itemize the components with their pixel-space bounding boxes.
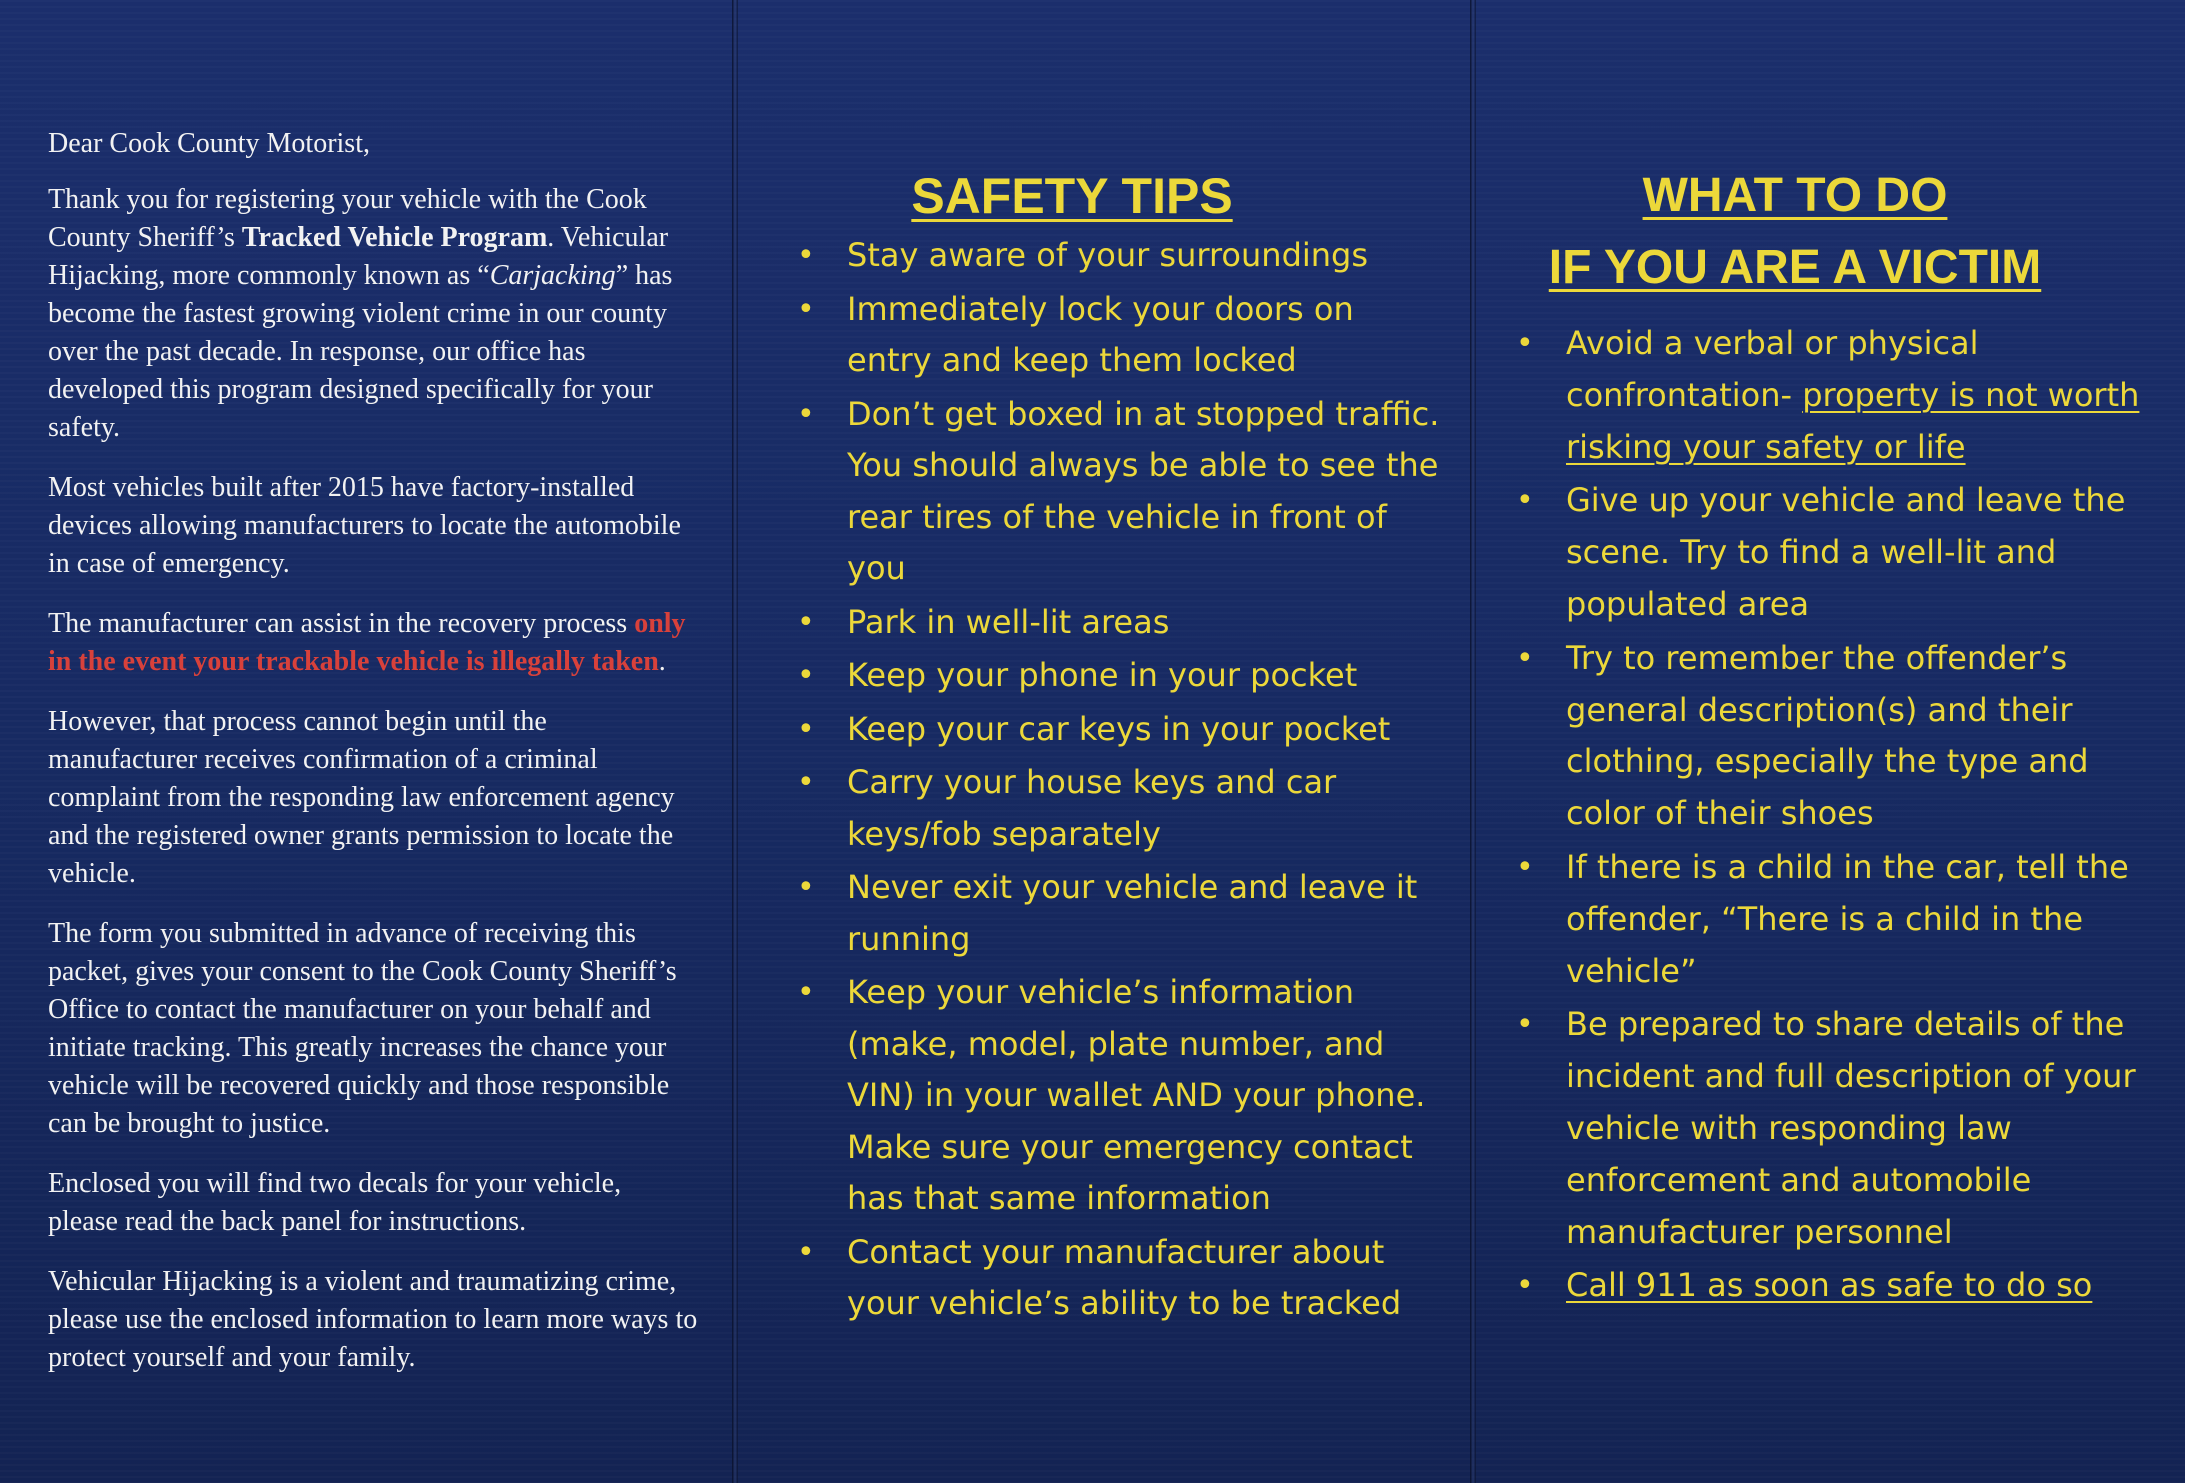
bullet-icon: • xyxy=(1516,326,1534,361)
list-item xyxy=(797,757,1447,860)
victim-steps-list xyxy=(1516,318,2166,1314)
letter-paragraph-closing: Vehicular Hijacking is a violent and traumatizing crime, please use the enclosed information to learn more ways to protect yourself and your family. xyxy=(48,1266,698,1373)
step-text: Avoid a verbal or physical confrontation- xyxy=(1566,324,1979,414)
letter-intro-text: Thank you for registering your vehicle with the Cook County Sheriff’s xyxy=(48,184,647,253)
list-item xyxy=(797,967,1447,1225)
list-item xyxy=(797,389,1447,595)
list-item xyxy=(1516,475,2166,630)
recovery-period: . xyxy=(658,646,666,677)
list-item xyxy=(797,597,1447,649)
list-item xyxy=(797,284,1447,387)
step-text: Be prepared to share details of the incident and full description of your vehicle with responding law enforcement and automobile manufacturer personnel xyxy=(1566,1005,2136,1251)
tip-text: Immediately lock your doors on entry and keep them locked xyxy=(847,289,1354,379)
call-911-text: Call 911 as soon as safe to do so xyxy=(1566,1266,2093,1305)
tip-text: Never exit your vehicle and leave it running xyxy=(847,868,1418,958)
step-text: Try to remember the offender’s general description(s) and their clothing, especially the type and color of their shoes xyxy=(1566,638,2089,833)
letter-paragraph-intro xyxy=(48,181,698,447)
recovery-text: The manufacturer can assist in the recovery process xyxy=(48,608,635,639)
bullet-icon: • xyxy=(797,396,815,432)
bullet-icon: • xyxy=(797,658,815,693)
list-item xyxy=(1516,318,2166,473)
step-text: If there is a child in the car, tell the offender, “There is a child in the vehicle” xyxy=(1566,847,2129,990)
tip-text: Park in well-lit areas xyxy=(847,602,1170,641)
bullet-icon: • xyxy=(797,711,815,747)
bullet-icon: • xyxy=(797,765,815,800)
victim-title xyxy=(1470,160,2120,304)
list-item xyxy=(1516,1260,2166,1312)
letter-paragraph-devices: Most vehicles built after 2015 have factory-installed devices allowing manufacturers to locate the automobile in case of emergency. xyxy=(48,472,681,579)
list-item xyxy=(1516,842,2166,997)
victim-title-line-1: WHAT TO DO xyxy=(1642,169,1948,223)
letter xyxy=(48,125,698,1399)
list-item xyxy=(797,1227,1447,1330)
safety-tips-title: SAFETY TIPS xyxy=(911,167,1233,224)
tip-text: Keep your vehicle’s information (make, model, plate number, and VIN) in your wallet AND your phone. Make sure your emergency contact has that same information xyxy=(847,973,1426,1217)
bullet-icon: • xyxy=(1516,1268,1534,1304)
list-item xyxy=(797,704,1447,756)
bullet-icon: • xyxy=(1516,1007,1534,1043)
program-name: Tracked Vehicle Program xyxy=(241,222,548,253)
safety-tips-panel xyxy=(732,0,1470,1483)
tip-text: Contact your manufacturer about your vehicle’s ability to be tracked xyxy=(847,1232,1402,1322)
recovery-highlight: only in the event your trackable vehicle is illegally taken xyxy=(48,608,686,677)
tip-text: Don’t get boxed in at stopped traffic. You should always be able to see the rear tires of the vehicle in front of you xyxy=(847,394,1440,587)
bullet-icon: • xyxy=(797,1234,815,1270)
letter-paragraph-decals: Enclosed you will find two decals for your vehicle, please read the back panel for instructions. xyxy=(48,1168,622,1237)
letter-paragraph-process: However, that process cannot begin until the manufacturer receives confirmation of a criminal complaint from the responding law enforcement agency and the registered owner grants permission to locate the vehicle. xyxy=(48,706,675,889)
fold-line xyxy=(1470,0,1476,1483)
step-text: Give up your vehicle and leave the scene. Try to find a well-lit and populated area xyxy=(1566,481,2126,623)
bullet-icon: • xyxy=(797,238,815,273)
step-emphasis: property is not worth risking your safety or life xyxy=(1566,375,2140,466)
bullet-icon: • xyxy=(797,291,815,327)
list-item xyxy=(1516,633,2166,840)
tip-text: Keep your car keys in your pocket xyxy=(847,709,1391,748)
letter-paragraph-consent: The form you submitted in advance of receiving this packet, gives your consent to the Cook County Sheriff’s Office to contact the manufacturer on your behalf and initiate tracking. This greatly increases the chance your vehicle will be recovered quickly and those responsible can be brought to justice. xyxy=(48,918,677,1139)
bullet-icon: • xyxy=(797,604,815,640)
letter-paragraph-recovery xyxy=(48,605,698,681)
letter-panel xyxy=(0,0,732,1483)
tip-text: Carry your house keys and car keys/fob separately xyxy=(847,763,1337,853)
bullet-icon: • xyxy=(1516,640,1534,676)
bullet-icon: • xyxy=(1516,483,1534,519)
fold-line xyxy=(732,0,738,1483)
bullet-icon: • xyxy=(797,870,815,905)
letter-intro-text-3: ” has become the fastest growing violent crime in our county over the past decade. In response, our office has developed this program designed specifically for your safety. xyxy=(48,260,673,443)
bullet-icon: • xyxy=(797,975,815,1010)
safety-tips-list xyxy=(797,230,1447,1332)
bullet-icon: • xyxy=(1516,849,1534,885)
carjacking-term: Carjacking xyxy=(489,260,616,291)
list-item xyxy=(797,650,1447,702)
list-item xyxy=(797,862,1447,965)
victim-panel xyxy=(1470,0,2185,1483)
list-item xyxy=(1516,999,2166,1258)
letter-greeting: Dear Cook County Motorist, xyxy=(48,128,370,159)
tip-text: Keep your phone in your pocket xyxy=(847,656,1358,694)
list-item xyxy=(797,230,1447,282)
tip-text: Stay aware of your surroundings xyxy=(847,236,1369,274)
letter-intro-text-2: . Vehicular Hijacking, more commonly known as “ xyxy=(48,222,669,291)
victim-title-line-2: IF YOU ARE A VICTIM xyxy=(1548,241,2042,295)
